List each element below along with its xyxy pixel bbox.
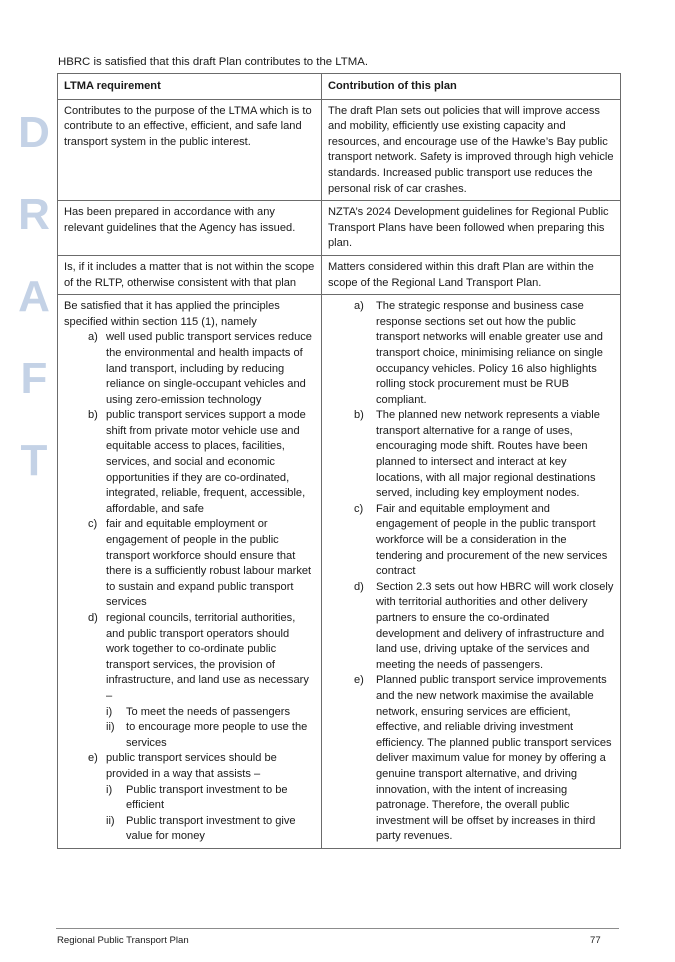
watermark-letter: D — [18, 108, 50, 157]
principles-intro: Be satisfied that it has applied the principles specified within section 115 (1), namely — [64, 300, 280, 328]
list-item-label: c) — [354, 502, 364, 515]
list-item-label: a) — [88, 331, 98, 344]
list-item-text: Planned public transport service improvements and the new network maximise the available network, ensuring services are efficient, effective, and reliable driving investment efficiency. The planned public transport services deliver maximum value for money by offering a genuine transport alternative, and driving innovation, with the intent of increasing patronage. Therefore, the overall public investment will be offset by increases in third party revenues. — [376, 674, 612, 843]
list-item-text: Section 2.3 sets out how HBRC will work closely with territorial authorities and other delivery partners to ensure the co-ordinated development and delivery of infrastructure and land use, driving uptake of the services and meeting the needs of passengers. — [376, 580, 614, 671]
sub-list-item-label: i) — [106, 783, 113, 796]
contribution-cell — [322, 295, 621, 849]
table-header-row — [58, 74, 621, 100]
list-item — [88, 330, 315, 408]
list-item-label: a) — [354, 300, 364, 313]
list-item-label: c) — [88, 518, 98, 531]
list-item — [88, 408, 315, 517]
sub-list-item-text: to encourage more people to use the services — [126, 721, 308, 749]
list-item — [88, 517, 315, 611]
table-row — [58, 201, 621, 256]
table-row — [58, 255, 621, 294]
watermark-letter: T — [20, 436, 48, 485]
requirement-cell: Contributes to the purpose of the LTMA which is to contribute to an effective, efficient, and safe land transport system in the public interest. — [58, 99, 322, 201]
list-item-label: b) — [354, 409, 364, 422]
list-item-text: well used public transport services reduce the environmental and health impacts of land transport, including by reducing reliance on single-occupant vehicles and using zero-emission technology — [106, 331, 312, 406]
sub-list-item — [106, 705, 315, 721]
requirement-cell: Is, if it includes a matter that is not within the scope of the RLTP, otherwise consistent with that plan — [58, 255, 322, 294]
list-item-text: fair and equitable employment or engagement of people in the public transport workforce should ensure that there is a sufficiently robust labour market to sustain and expand public transport services — [106, 518, 312, 609]
sub-list — [106, 705, 315, 752]
sub-list-item — [106, 814, 315, 845]
list-item — [348, 408, 614, 502]
list-item — [348, 580, 614, 674]
watermark-letter: A — [18, 272, 50, 321]
column-header-contribution: Contribution of this plan — [322, 74, 621, 100]
sub-list-item-text: Public transport investment to give value for money — [126, 814, 296, 843]
draft-watermark — [14, 92, 54, 502]
sub-list-item-text: Public transport investment to be efficient — [126, 783, 288, 812]
principles-list — [88, 330, 315, 845]
list-item-text: The planned new network represents a viable transport alternative for a range of uses, encouraging mode shift. Routes have been planned to intersect and interact at key locations, with all major regional destinations served, including key employment nodes. — [376, 409, 600, 500]
list-item — [88, 751, 315, 845]
list-item-label: d) — [354, 580, 364, 593]
list-item-text: regional councils, territorial authorities, and public transport operators should work together to co-ordinate public transport services, the provision of infrastructure, and land use as necessary – — [106, 612, 309, 702]
sub-list — [106, 783, 315, 845]
watermark-letter: F — [20, 354, 48, 403]
list-item-text: public transport services should be provided in a way that assists – — [106, 752, 277, 780]
sub-list-item-label: i) — [106, 705, 113, 718]
intro-statement: HBRC is satisfied that this draft Plan contributes to the LTMA. — [58, 56, 368, 68]
sub-list-item-label: ii) — [106, 721, 115, 734]
list-item-label: b) — [88, 409, 98, 422]
requirement-cell: Has been prepared in accordance with any relevant guidelines that the Agency has issued. — [58, 201, 322, 256]
list-item-text: The strategic response and business case response sections set out how the public transport networks will enable greater use and transport choice, minimising reliance on single occupancy vehicles. Policy 16 also highlights rolling stock procurement must be RUB compliant. — [376, 300, 603, 406]
list-item-label: d) — [88, 612, 98, 624]
list-item — [88, 611, 315, 751]
list-item — [348, 502, 614, 580]
footer-divider — [56, 928, 619, 929]
list-item-label: e) — [88, 752, 98, 765]
contribution-cell: Matters considered within this draft Plan are within the scope of the Regional Land Transport Plan. — [322, 255, 621, 294]
table-row — [58, 99, 621, 201]
list-item-label: e) — [354, 674, 364, 687]
responses-list — [348, 299, 614, 845]
list-item-text: Fair and equitable employment and engagement of people in the public transport workforce will be a consideration in the tendering and procurement of the new services contract — [376, 502, 608, 578]
contribution-cell: The draft Plan sets out policies that will improve access and mobility, efficiently use existing capacity and resources, and encourage use of the Hawke’s Bay public transport network. Safety is improved through high vehicle standards. Increased public transport use reduces the personal risk of car crashes. — [322, 99, 621, 201]
watermark-letter: R — [18, 190, 50, 239]
column-header-requirement: LTMA requirement — [58, 74, 322, 100]
list-item-text: public transport services support a mode shift from private motor vehicle use and equitable access to places, facilities, services, and social and economic opportunities if they are co-ordinated, integrated, reliable, frequent, accessible, affordable, and safe — [106, 409, 306, 515]
table-row — [58, 295, 621, 849]
sub-list-item-text: To meet the needs of passengers — [126, 705, 291, 718]
list-item — [348, 673, 614, 845]
footer-document-title: Regional Public Transport Plan — [57, 935, 189, 946]
contribution-cell: NZTA’s 2024 Development guidelines for Regional Public Transport Plans have been followed when preparing this plan. — [322, 201, 621, 256]
page-number: 77 — [590, 935, 601, 946]
list-item — [348, 299, 614, 408]
requirement-cell — [58, 295, 322, 849]
sub-list-item — [106, 720, 315, 751]
ltma-requirements-table — [57, 73, 621, 849]
sub-list-item-label: ii) — [106, 814, 115, 827]
sub-list-item — [106, 783, 315, 814]
